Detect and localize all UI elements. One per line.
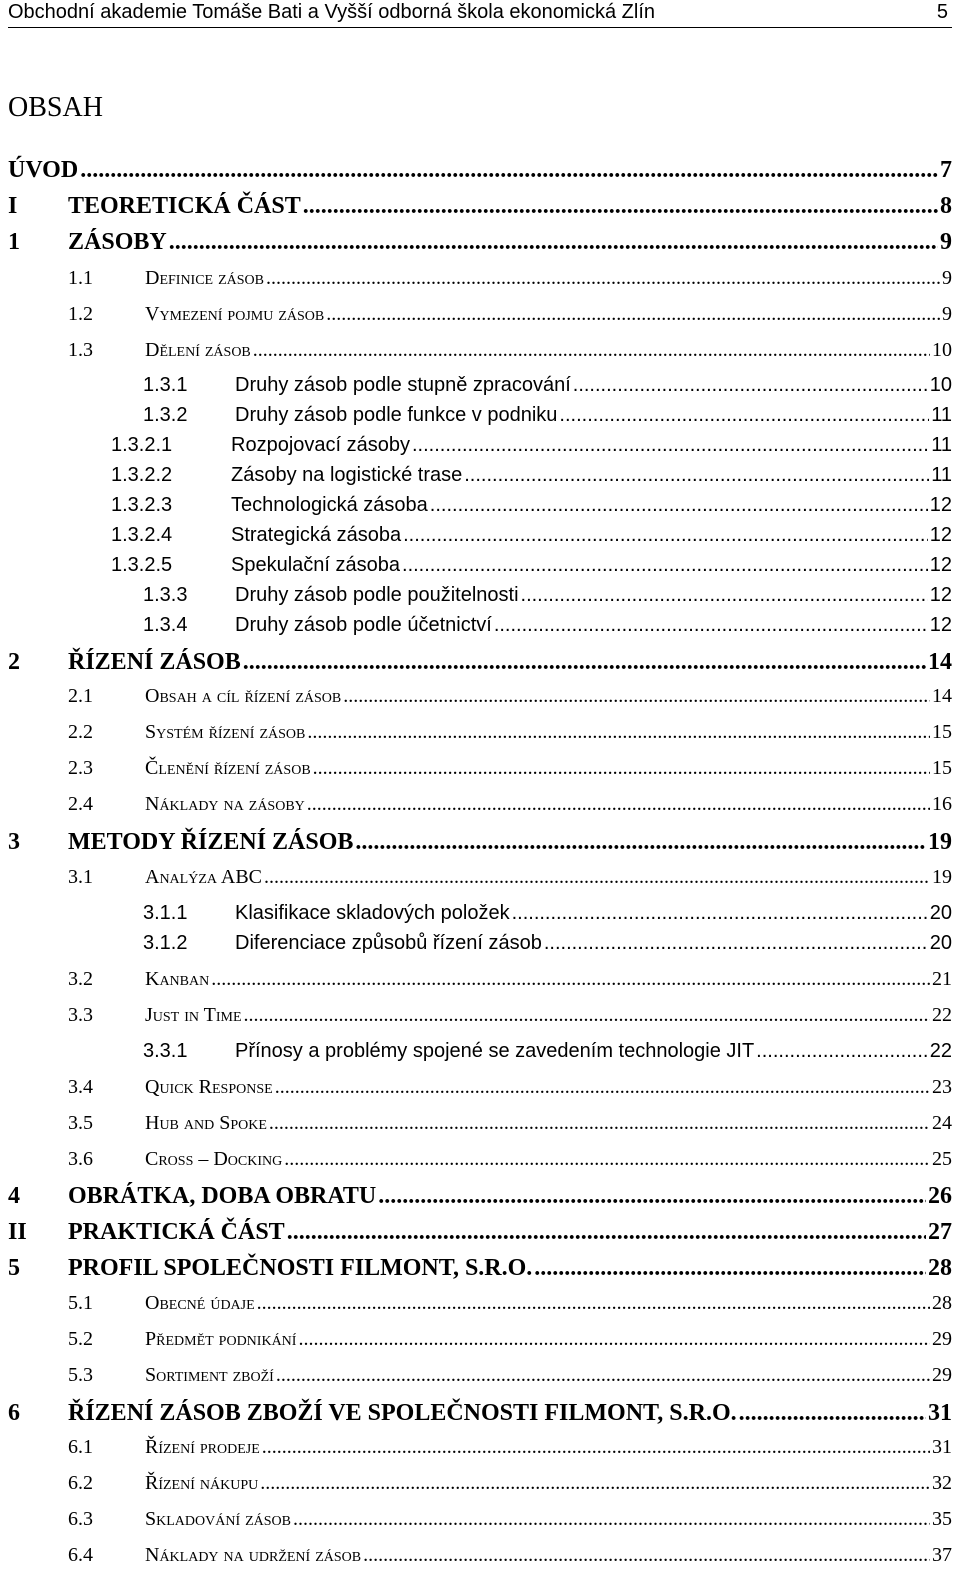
toc-entry-number: 1.3.1: [143, 374, 188, 396]
toc-entry-number: 3.3.1: [143, 1040, 188, 1062]
toc-dot-leader: [243, 647, 926, 677]
toc-entry-title: Hub and Spoke: [145, 1112, 267, 1134]
toc-entry-page: 9: [942, 303, 952, 325]
toc-entry[interactable]: [8, 755, 952, 781]
toc-dot-leader: [512, 900, 928, 926]
toc-dot-leader: [287, 1217, 926, 1247]
toc-entry-number: 1.3.2.2: [111, 464, 173, 486]
toc-entry-title: ZÁSOBY: [68, 229, 167, 255]
toc-entry-page: 29: [932, 1364, 952, 1386]
toc-entry-title: Rozpojovací zásoby: [231, 434, 410, 456]
toc-entry[interactable]: [8, 462, 952, 488]
toc-entry-page: 19: [932, 866, 952, 888]
toc-entry-page: 12: [929, 494, 952, 516]
toc-entry-number: 5: [8, 1255, 20, 1281]
toc-entry-title: Předmět podnikání: [145, 1328, 297, 1350]
toc-dot-leader: [464, 462, 929, 488]
toc-entry-number: 6.4: [68, 1544, 93, 1566]
toc-entry-title: Kanban: [145, 968, 210, 990]
toc-entry-number: 2.2: [68, 721, 93, 743]
toc-entry-page: 29: [932, 1328, 952, 1350]
toc-entry[interactable]: [8, 191, 952, 221]
toc-dot-leader: [275, 1074, 930, 1100]
toc-entry-title: Druhy zásob podle stupně zpracování: [235, 374, 571, 396]
toc-dot-leader: [80, 155, 938, 185]
header-page-number: 5: [936, 1, 948, 23]
toc-entry-title: Řízení nákupu: [145, 1472, 259, 1494]
toc-entry[interactable]: [8, 1434, 952, 1460]
toc-entry-number: 6.1: [68, 1436, 93, 1458]
toc-entry-page: 22: [932, 1004, 952, 1026]
toc-entry[interactable]: [8, 227, 952, 257]
toc-entry-title: Zásoby na logistické trase: [231, 464, 463, 486]
toc-entry-number: 1.2: [68, 303, 93, 325]
toc-entry-page: 21: [932, 968, 952, 990]
toc-entry[interactable]: [8, 612, 952, 638]
toc-dot-leader: [326, 301, 940, 327]
toc-entry[interactable]: [8, 552, 952, 578]
toc-entry-title: Členění řízení zásob: [145, 757, 311, 779]
toc-entry-number: 3.2: [68, 968, 93, 990]
toc-entry-page: 11: [931, 464, 952, 486]
toc-entry[interactable]: [8, 930, 952, 956]
toc-heading: OBSAH: [8, 92, 103, 123]
toc-entry-number: 1.3.2.1: [111, 434, 173, 456]
toc-entry-page: 12: [929, 584, 952, 606]
page-header: [8, 0, 952, 28]
toc-entry-number: 1.1: [68, 267, 93, 289]
toc-entry[interactable]: [8, 1362, 952, 1388]
toc-entry-page: 16: [932, 793, 952, 815]
toc-dot-leader: [257, 1290, 930, 1316]
toc-entry-title: PROFIL SPOLEČNOSTI FILMONT, S.R.O.: [68, 1255, 533, 1281]
toc-entry[interactable]: [8, 1074, 952, 1100]
toc-entry-number: 3.5: [68, 1112, 93, 1134]
toc-entry-page: 37: [932, 1544, 952, 1566]
toc-entry-number: 3.1.1: [143, 902, 188, 924]
toc-dot-leader: [262, 1434, 930, 1460]
toc-entry-number: 5.3: [68, 1364, 93, 1386]
toc-dot-leader: [264, 864, 930, 890]
toc-entry-title: Strategická zásoba: [231, 524, 402, 546]
toc-entry-page: 10: [932, 339, 952, 361]
toc-entry[interactable]: [8, 791, 952, 817]
toc-entry-title: ŘÍZENÍ ZÁSOB ZBOŽÍ VE SPOLEČNOSTI FILMONT, S.R.O.: [68, 1400, 737, 1426]
toc-entry-title: Řízení prodeje: [145, 1436, 260, 1458]
toc-entry-number: 5.1: [68, 1292, 93, 1314]
toc-entry[interactable]: [8, 1146, 952, 1172]
toc-dot-leader: [494, 612, 928, 638]
toc-entry-title: Sortiment zboží: [145, 1364, 274, 1386]
toc-entry-number: 5.2: [68, 1328, 93, 1350]
toc-entry[interactable]: [8, 1253, 952, 1283]
toc-entry-title: Definice zásob: [145, 267, 265, 289]
toc-entry-page: 11: [931, 404, 952, 426]
toc-dot-leader: [544, 930, 928, 956]
toc-entry-page: 24: [932, 1112, 952, 1134]
toc-dot-leader: [559, 402, 929, 428]
toc-entry-page: 25: [932, 1148, 952, 1170]
toc-entry[interactable]: [8, 827, 952, 857]
toc-entry-title: Druhy zásob podle funkce v podniku: [235, 404, 558, 426]
toc-entry-title: Náklady na zásoby: [145, 793, 305, 815]
toc-entry[interactable]: [8, 432, 952, 458]
toc-entry-number: 3.3: [68, 1004, 93, 1026]
toc-dot-leader: [521, 582, 928, 608]
toc-entry-page: 8: [940, 193, 952, 219]
toc-entry-number: I: [8, 193, 18, 219]
toc-entry-title: Klasifikace skladových položek: [235, 902, 510, 924]
toc-dot-leader: [363, 1542, 930, 1568]
toc-entry-title: Obsah a cíl řízení zásob: [145, 685, 342, 707]
toc-entry[interactable]: [8, 683, 952, 709]
toc-entry[interactable]: [8, 155, 952, 185]
toc-dot-leader: [298, 1326, 930, 1352]
toc-entry-page: 28: [928, 1255, 952, 1281]
toc-entry-number: 2: [8, 649, 20, 675]
toc-entry-title: Vymezení pojmu zásob: [145, 303, 325, 325]
toc-dot-leader: [244, 1002, 930, 1028]
toc-dot-leader: [293, 1506, 930, 1532]
toc-entry-number: 1.3.2.3: [111, 494, 173, 516]
toc-entry-title: Analýza ABC: [145, 866, 263, 888]
toc-dot-leader: [211, 966, 930, 992]
toc-entry[interactable]: [8, 1181, 952, 1211]
toc-entry-page: 19: [928, 829, 952, 855]
toc-dot-leader: [307, 791, 930, 817]
toc-entry[interactable]: [8, 1002, 952, 1028]
toc-entry[interactable]: [8, 492, 952, 518]
toc-entry[interactable]: [8, 1290, 952, 1316]
toc-entry-page: 15: [932, 757, 952, 779]
toc-entry-title: Skladování zásob: [145, 1508, 292, 1530]
toc-entry-number: 6: [8, 1400, 20, 1426]
toc-entry[interactable]: [8, 582, 952, 608]
toc-entry-page: 9: [940, 229, 952, 255]
toc-entry-page: 14: [928, 649, 952, 675]
toc-entry-number: 6.3: [68, 1508, 93, 1530]
toc-entry-number: 1.3.2.4: [111, 524, 173, 546]
toc-entry-title: Cross – Docking: [145, 1148, 283, 1170]
toc-dot-leader: [303, 191, 938, 221]
toc-entry-number: 3: [8, 829, 20, 855]
toc-entry-number: 1.3.3: [143, 584, 188, 606]
toc-dot-leader: [402, 552, 928, 578]
toc-entry-title: TEORETICKÁ ČÁST: [68, 193, 301, 219]
toc-entry[interactable]: [8, 1326, 952, 1352]
toc-entry-page: 35: [932, 1508, 952, 1530]
toc-dot-leader: [355, 827, 926, 857]
toc-entry[interactable]: [8, 301, 952, 327]
toc-entry-title: Technologická zásoba: [231, 494, 428, 516]
toc-entry-page: 15: [932, 721, 952, 743]
toc-entry[interactable]: [8, 1542, 952, 1568]
toc-dot-leader: [403, 522, 928, 548]
toc-dot-leader: [739, 1398, 926, 1428]
toc-dot-leader: [307, 719, 930, 745]
toc-entry-page: 14: [932, 685, 952, 707]
toc-entry-title: Quick Response: [145, 1076, 273, 1098]
toc-entry-page: 12: [929, 554, 952, 576]
toc-entry-page: 32: [932, 1472, 952, 1494]
toc-entry-page: 7: [940, 157, 952, 183]
toc-entry-title: Druhy zásob podle použitelnosti: [235, 584, 519, 606]
toc-dot-leader: [266, 265, 940, 291]
toc-entry-number: 3.4: [68, 1076, 93, 1098]
toc-entry-number: 2.4: [68, 793, 93, 815]
toc-entry-number: 3.6: [68, 1148, 93, 1170]
toc-entry[interactable]: [8, 522, 952, 548]
toc-dot-leader: [269, 1110, 930, 1136]
toc-dot-leader: [430, 492, 928, 518]
toc-entry-page: 28: [932, 1292, 952, 1314]
toc-entry[interactable]: [8, 966, 952, 992]
toc-entry[interactable]: [8, 900, 952, 926]
toc-entry-page: 10: [929, 374, 952, 396]
toc-dot-leader: [284, 1146, 930, 1172]
toc-entry[interactable]: [8, 372, 952, 398]
toc-entry-title: Diferenciace způsobů řízení zásob: [235, 932, 542, 954]
toc-entry-title: Náklady na udržení zásob: [145, 1544, 362, 1566]
header-title: Obchodní akademie Tomáše Bati a Vyšší odborná škola ekonomická Zlín: [8, 1, 656, 23]
toc-dot-leader: [169, 227, 938, 257]
toc-entry[interactable]: [8, 337, 952, 363]
toc-entry-title: Spekulační zásoba: [231, 554, 401, 576]
toc-entry-page: 9: [942, 267, 952, 289]
toc-entry-page: 23: [932, 1076, 952, 1098]
toc-entry-page: 12: [929, 614, 952, 636]
toc-entry-number: 2.1: [68, 685, 93, 707]
toc-entry-number: 3.1: [68, 866, 93, 888]
toc-entry-title: Just in Time: [145, 1004, 242, 1026]
toc-dot-leader: [276, 1362, 930, 1388]
toc-entry-title: Druhy zásob podle účetnictví: [235, 614, 492, 636]
toc-entry-page: 31: [932, 1436, 952, 1458]
toc-entry[interactable]: [8, 1110, 952, 1136]
toc-entry-number: 1.3.2.5: [111, 554, 173, 576]
toc-entry-number: ÚVOD: [8, 157, 79, 183]
toc-entry-title: OBRÁTKA, DOBA OBRATU: [68, 1183, 377, 1209]
toc-entry-title: METODY ŘÍZENÍ ZÁSOB: [68, 829, 354, 855]
toc-entry-number: 1: [8, 229, 20, 255]
toc-entry-number: 6.2: [68, 1472, 93, 1494]
toc-entry-title: ŘÍZENÍ ZÁSOB: [68, 649, 241, 675]
toc-entry-number: II: [8, 1219, 27, 1245]
toc-dot-leader: [343, 683, 930, 709]
toc-entry-title: PRAKTICKÁ ČÁST: [68, 1219, 285, 1245]
toc-entry-page: 20: [929, 902, 952, 924]
toc-entry[interactable]: [8, 719, 952, 745]
toc-dot-leader: [260, 1470, 930, 1496]
toc-entry[interactable]: [8, 647, 952, 677]
toc-entry-number: 4: [8, 1183, 20, 1209]
toc-dot-leader: [253, 337, 930, 363]
toc-entry-number: 1.3.4: [143, 614, 188, 636]
toc-entry-page: 11: [931, 434, 952, 456]
toc-entry[interactable]: [8, 864, 952, 890]
toc-entry-page: 20: [929, 932, 952, 954]
toc-entry[interactable]: [8, 265, 952, 291]
toc-entry[interactable]: [8, 1470, 952, 1496]
toc-entry-title: Dělení zásob: [145, 339, 251, 361]
toc-entry-title: Přínosy a problémy spojené se zavedením technologie JIT: [235, 1040, 755, 1062]
toc-dot-leader: [756, 1038, 928, 1064]
toc-entry[interactable]: [8, 402, 952, 428]
toc-dot-leader: [313, 755, 930, 781]
toc-dot-leader: [534, 1253, 926, 1283]
toc-entry-page: 22: [929, 1040, 952, 1062]
toc-entry-page: 27: [928, 1219, 952, 1245]
toc-entry-number: 3.1.2: [143, 932, 188, 954]
toc-entry[interactable]: [8, 1217, 952, 1247]
toc-entry[interactable]: [8, 1038, 952, 1064]
toc-entry-number: 2.3: [68, 757, 93, 779]
toc-dot-leader: [378, 1181, 926, 1211]
toc-dot-leader: [573, 372, 928, 398]
toc-entry-title: Systém řízení zásob: [145, 721, 306, 743]
toc-entry-page: 12: [929, 524, 952, 546]
toc-entry[interactable]: [8, 1398, 952, 1428]
toc-entry-page: 31: [928, 1400, 952, 1426]
toc-entry-page: 26: [928, 1183, 952, 1209]
toc-entry-number: 1.3: [68, 339, 93, 361]
toc-dot-leader: [412, 432, 929, 458]
toc-entry-number: 1.3.2: [143, 404, 188, 426]
toc-entry-title: Obecné údaje: [145, 1292, 255, 1314]
toc-entry[interactable]: [8, 1506, 952, 1532]
